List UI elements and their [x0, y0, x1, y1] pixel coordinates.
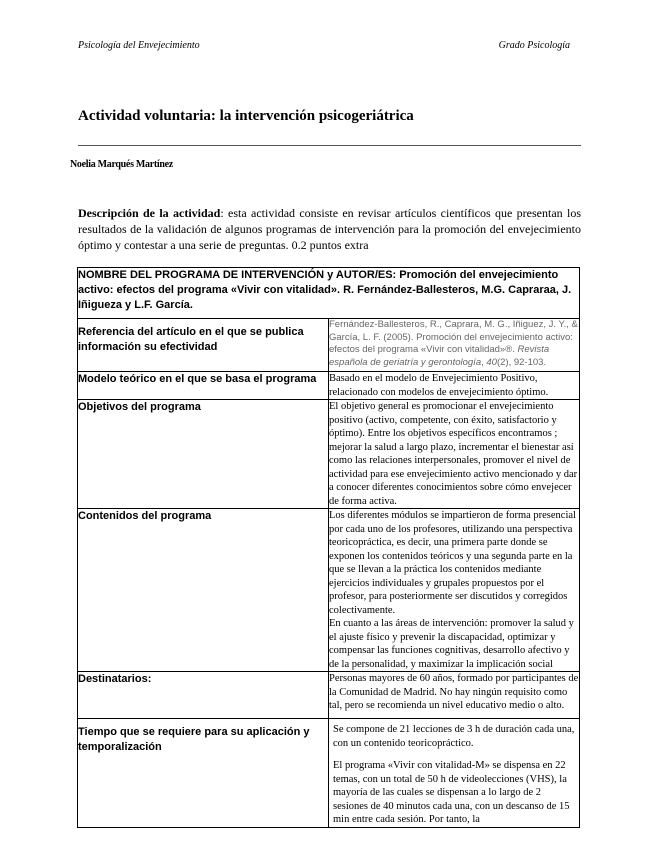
title-divider [78, 145, 581, 146]
table-row-model [78, 372, 580, 400]
activity-description-label: Descripción de la actividad [78, 206, 221, 220]
activity-description [78, 205, 581, 253]
table-heading-row [78, 268, 580, 319]
row-label-model: Modelo teórico en el que se basa el programa [78, 372, 329, 400]
contents-paragraph-1: Los diferentes módulos se impartieron de forma presencial por cada uno de los profesores, utilizando una perspectiva teoricopráctica, es decir, una primera parte donde se exponen los contenidos teóricos y una segunda parte en la que se llevan a la práctica los contenidos mediante ejercicios individuales y grupales propuestos por el profesor, para posteriormente ser discutidos y corregidos colectivamente. [329, 510, 576, 616]
table-row-objectives [78, 400, 580, 509]
row-value-model: Basado en el modelo de Envejecimiento Positivo, relacionado con modelos de envejecimiento óptimo. [329, 372, 580, 400]
row-label-reference: Referencia del artículo en el que se publica información su efectividad [78, 319, 329, 372]
row-label-recipients: Destinatarios: [78, 672, 329, 719]
reference-pages: (2), 92-103. [496, 356, 547, 368]
contents-paragraph-2: En cuanto a las áreas de intervención: promover la salud y el ajuste físico y prevenir la discapacidad, optimizar y compensar las funciones cognitivas, desarrollo afectivo y de la personalidad, y maximizar la implicación social [329, 618, 574, 670]
duration-paragraph-2: El programa «Vivir con vitalidad-M» se dispensa en 22 temas, con un total de 50 h de videolecciones (VHS), la mayoría de las cuales se dispensan a lo largo de 2 sesiones de 40 minutos cada una, con un descanso de 15 min entre cada sesión. Por tanto, la [333, 760, 570, 825]
running-header-right: Grado Psicología [498, 40, 570, 51]
paragraph-gap [329, 750, 579, 759]
row-label-contents: Contenidos del programa [78, 509, 329, 672]
row-value-duration [329, 719, 580, 828]
duration-paragraph-1: Se compone de 21 lecciones de 3 h de duración cada una, con un contenido teoricopráctico. [333, 724, 575, 749]
row-value-objectives: El objetivo general es promocionar el envejecimiento positivo (activo, competente, con éxito, satisfactorio y óptimo). Entre los objetivos específicos encontramos ; mejorar la salud a largo plazo, incrementar el bienestar así como las relaciones interpersonales, promover el nivel de actividad para ese envejecimiento activo mencionado y dar a conocer diferentes conocimientos sobre cómo envejecer de forma activa. [329, 400, 580, 509]
program-table [77, 267, 580, 828]
table-row-reference [78, 319, 580, 372]
row-value-reference [329, 319, 580, 372]
row-value-recipients: Personas mayores de 60 años, formado por participantes de la Comunidad de Madrid. No hay ningún requisito como tal, pero se recomienda un nivel educativo medio o alto. [329, 672, 580, 719]
document-title: Actividad voluntaria: la intervención psicogeriátrica [78, 108, 414, 124]
program-heading: NOMBRE DEL PROGRAMA DE INTERVENCIÓN y AUTOR/ES: Promoción del envejecimiento activo: efectos del programa «Vivir con vitalidad». R. Fernández-Ballesteros, M.G. Capraraa, J. Iñigueza y L.F. García. [78, 268, 580, 319]
table-row-duration [78, 719, 580, 828]
reference-journal: Revista española de geriatría y gerontología [329, 344, 550, 368]
activity-description-text: : esta actividad consiste en revisar artículos científicos que presentan los resultados de la validación de algunos programas de intervención para la promoción del envejecimiento óptimo y contestar a una serie de preguntas. 0.2 puntos extra [78, 206, 581, 252]
running-header-left: Psicología del Envejecimiento [78, 40, 200, 51]
row-label-objectives: Objetivos del programa [78, 400, 329, 509]
reference-text: Fernández-Ballesteros, R., Caprara, M. G., Iñiguez, J. Y., & García, L. F. (2005). Promoción del envejecimiento activo: efectos del programa «Vivir con vitalidad»®. [329, 319, 578, 355]
row-label-duration: Tiempo que se requiere para su aplicación y temporalización [78, 719, 329, 828]
table-row-contents [78, 509, 580, 672]
table-row-recipients [78, 672, 580, 719]
author-name: Noelia Marqués Martínez [70, 159, 173, 170]
row-value-contents [329, 509, 580, 672]
reference-separator: , [481, 356, 487, 368]
reference-volume: 40 [486, 356, 497, 368]
